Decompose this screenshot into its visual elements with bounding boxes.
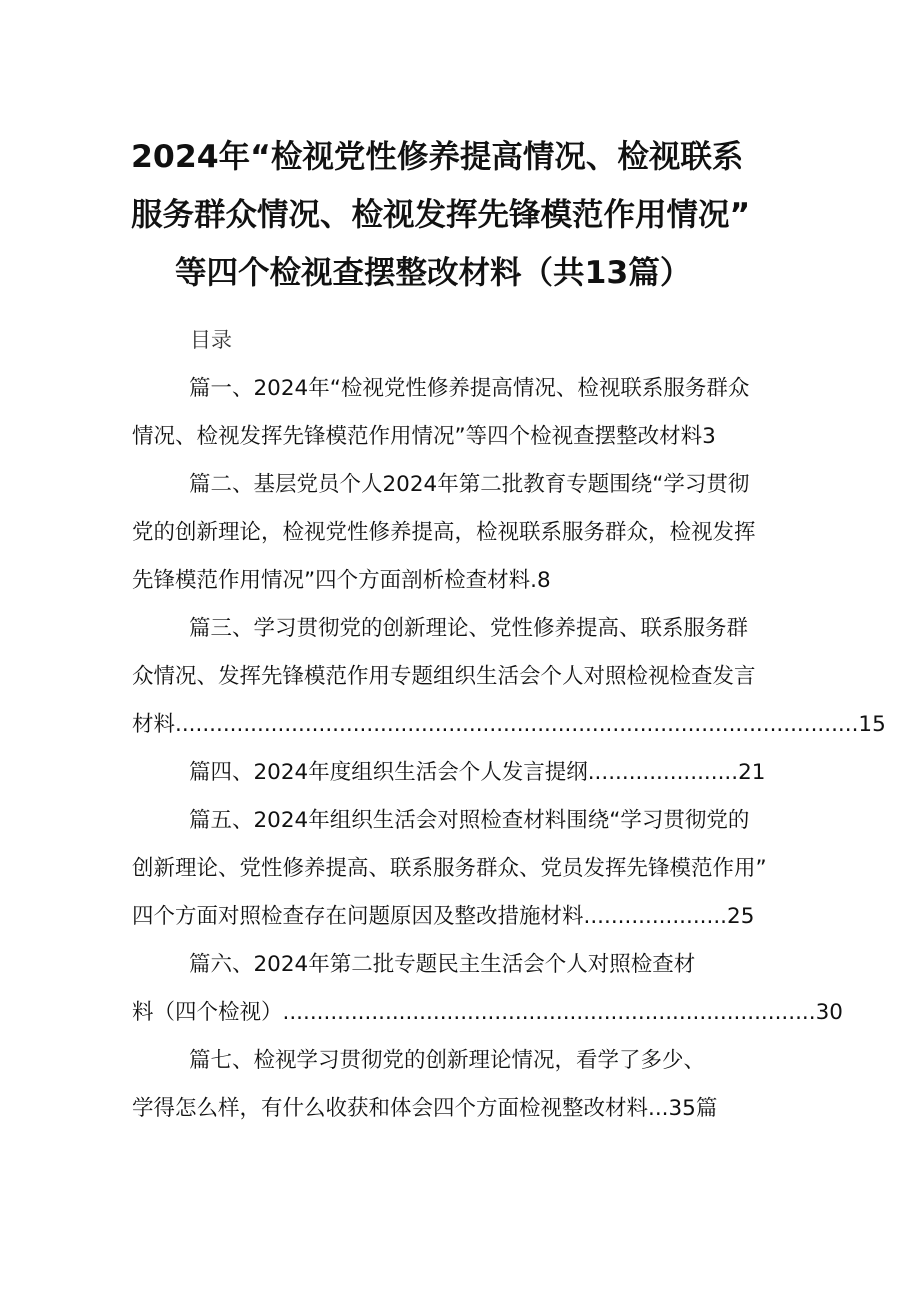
toc-entry-line: 篇六、2024年第二批专题民主生活会个人对照检查材 [189,952,696,977]
toc-entry-line: 篇五、2024年组织生活会对照检查材料围绕“学习贯彻党的 [189,808,750,833]
toc-entry-2[interactable] [132,461,772,605]
toc-entry-6[interactable] [132,941,843,1037]
toc-entry-4[interactable] [132,749,772,797]
toc-entry-1[interactable] [132,365,772,461]
toc-entry-line: 篇一、2024年“检视党性修养提高情况、检视联系服务群众 [189,376,750,401]
toc-entry-line: 学得怎么样，有什么收获和体会四个方面检视整改材料...35篇 [132,1096,718,1121]
toc-heading: 目录 [190,328,232,352]
toc-entry-line: 先锋模范作用情况”四个方面剖析检查材料.8 [132,568,551,593]
title-line-2: 服务群众情况、检视发挥先锋模范作用情况” [131,197,751,233]
toc-entry-3[interactable] [132,605,886,749]
toc-entry-line: 篇三、学习贯彻党的创新理论、党性修养提高、联系服务群 [189,616,749,641]
toc-entry-line: 四个方面对照检查存在问题原因及整改措施材料.....................25 [132,904,755,929]
toc-entry-7[interactable] [132,1037,772,1133]
toc-entry-line: 党的创新理论，检视党性修养提高，检视联系服务群众，检视发挥 [132,520,756,545]
toc-entry-5[interactable] [132,797,772,941]
toc-entry-line: 篇二、基层党员个人2024年第二批教育专题围绕“学习贯彻 [189,472,750,497]
toc-entry-line: 篇七、检视学习贯彻党的创新理论情况，看学了多少、 [189,1048,706,1073]
toc-entry-line: 料（四个检视）..............................................................................30 [132,1000,843,1025]
toc-entry-line: 创新理论、党性修养提高、联系服务群众、党员发挥先锋模范作用” [132,856,767,881]
table-of-contents [132,365,886,1133]
title-line-3: 等四个检视查摆整改材料（共13篇） [175,255,692,291]
toc-entry-line: 情况、检视发挥先锋模范作用情况”等四个检视查摆整改材料3 [132,424,716,449]
document-title [131,128,771,302]
title-line-1: 2024年“检视党性修养提高情况、检视联系 [131,139,744,175]
toc-entry-line: 材料....................................................................................................15 [132,712,886,737]
toc-entry-line: 众情况、发挥先锋模范作用专题组织生活会个人对照检视检查发言 [132,664,756,689]
toc-entry-line: 篇四、2024年度组织生活会个人发言提纲......................21 [189,760,766,785]
